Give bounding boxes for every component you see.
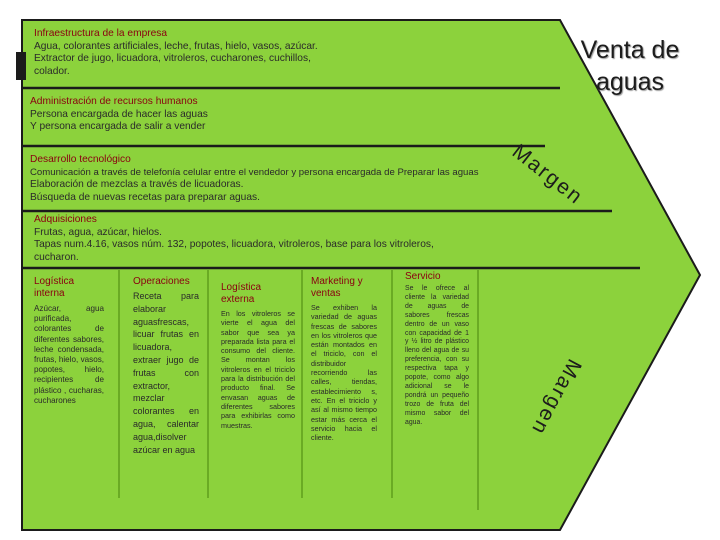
column-body: Se exhiben la variedad de aguas frescas de sabores en los vitroleros que están montados en el triciclo, con el distribuidor recorriendo las calles, tiendas, establecimiento s, etc. En el triciclo y así al mismo tiempo estar más cerca el servicio hacia el cliente. — [311, 303, 377, 443]
column-header: Operaciones — [133, 276, 190, 287]
column-logistica-interna — [34, 276, 104, 406]
margin-label-top: Margen — [507, 140, 588, 210]
section-header: Administración de recursos humanos — [30, 96, 198, 107]
section-line: Y persona encargada de salir a vender — [30, 121, 206, 133]
section-line: colador. — [34, 65, 70, 77]
column-marketing-ventas — [311, 276, 377, 442]
section-header: Desarrollo tecnológico — [30, 154, 131, 165]
section-line: Agua, colorantes artificiales, leche, frutas, hielo, vasos, azúcar. — [34, 40, 318, 52]
section-adquisiciones — [34, 214, 614, 264]
section-line: Extractor de jugo, licuadora, vitroleros, cucharones, cuchillos, — [34, 53, 311, 65]
column-body: Receta para elaborar aguasfrescas, licuar frutas en licuadora, extraer jugo de frutas con extractor, mezclar colorantes en agua, calentar agua,disolver azúcar en agua — [133, 291, 199, 455]
section-infraestructura — [34, 28, 554, 78]
column-body: En los vitroleros se vierte el agua del sabor que sea ya preparada lista para el consumo del cliente. Se montan los vitroleros en el triciclo para la distribución del producto final. Se envasan aguas de diferentes sabores para exhibirlas como muestras. — [221, 309, 295, 430]
section-recursos-humanos — [30, 96, 510, 134]
column-logistica-externa — [221, 282, 295, 430]
section-line: cucharon. — [34, 251, 79, 263]
margin-label-right: Margen — [526, 355, 586, 440]
column-header: Logística externa — [221, 282, 262, 305]
column-body: Se le ofrece al cliente la variedad de aguas de sabores frescas dentro de un vaso con capacidad de 1 y ½ litro de plástico lleno del agua de su preferencia, con su respectiva tapa y popote, como algo adicional se le pondrá un pequeño trozo de fruta del mismo sabor del agua. — [405, 285, 469, 426]
page-title: Venta de aguas — [580, 36, 680, 96]
column-header: Logística interna — [34, 276, 75, 299]
section-line: Frutas, agua, azúcar, hielos. — [34, 226, 162, 238]
column-header: Marketing y ventas — [311, 276, 363, 299]
column-body: Azúcar, agua purificada, colorantes de diferentes sabores, leche condensada, frutas, hielo, vasos, popotes, hielo, recipientes de plástico , cucharas, cucharones — [34, 304, 104, 405]
section-line: Tapas num.4.16, vasos núm. 132, popotes, licuadora, vitroleros, base para los vitroleros, — [34, 239, 434, 251]
corner-notch — [16, 52, 26, 80]
section-header: Infraestructura de la empresa — [34, 28, 168, 39]
section-line: Búsqueda de nuevas recetas para preparar aguas. — [30, 191, 260, 203]
section-line: Comunicación a través de telefonía celular entre el vendedor y persona encargada de Preparar las aguas — [30, 166, 479, 178]
column-servicio — [405, 271, 469, 428]
column-operaciones — [133, 276, 199, 456]
section-line: Elaboración de mezclas a través de licuadoras. — [30, 179, 244, 191]
section-header: Adquisiciones — [34, 214, 97, 225]
column-header: Servicio — [405, 271, 441, 282]
section-line: Persona encargada de hacer las aguas — [30, 108, 208, 120]
section-desarrollo-tecnologico — [30, 154, 590, 204]
